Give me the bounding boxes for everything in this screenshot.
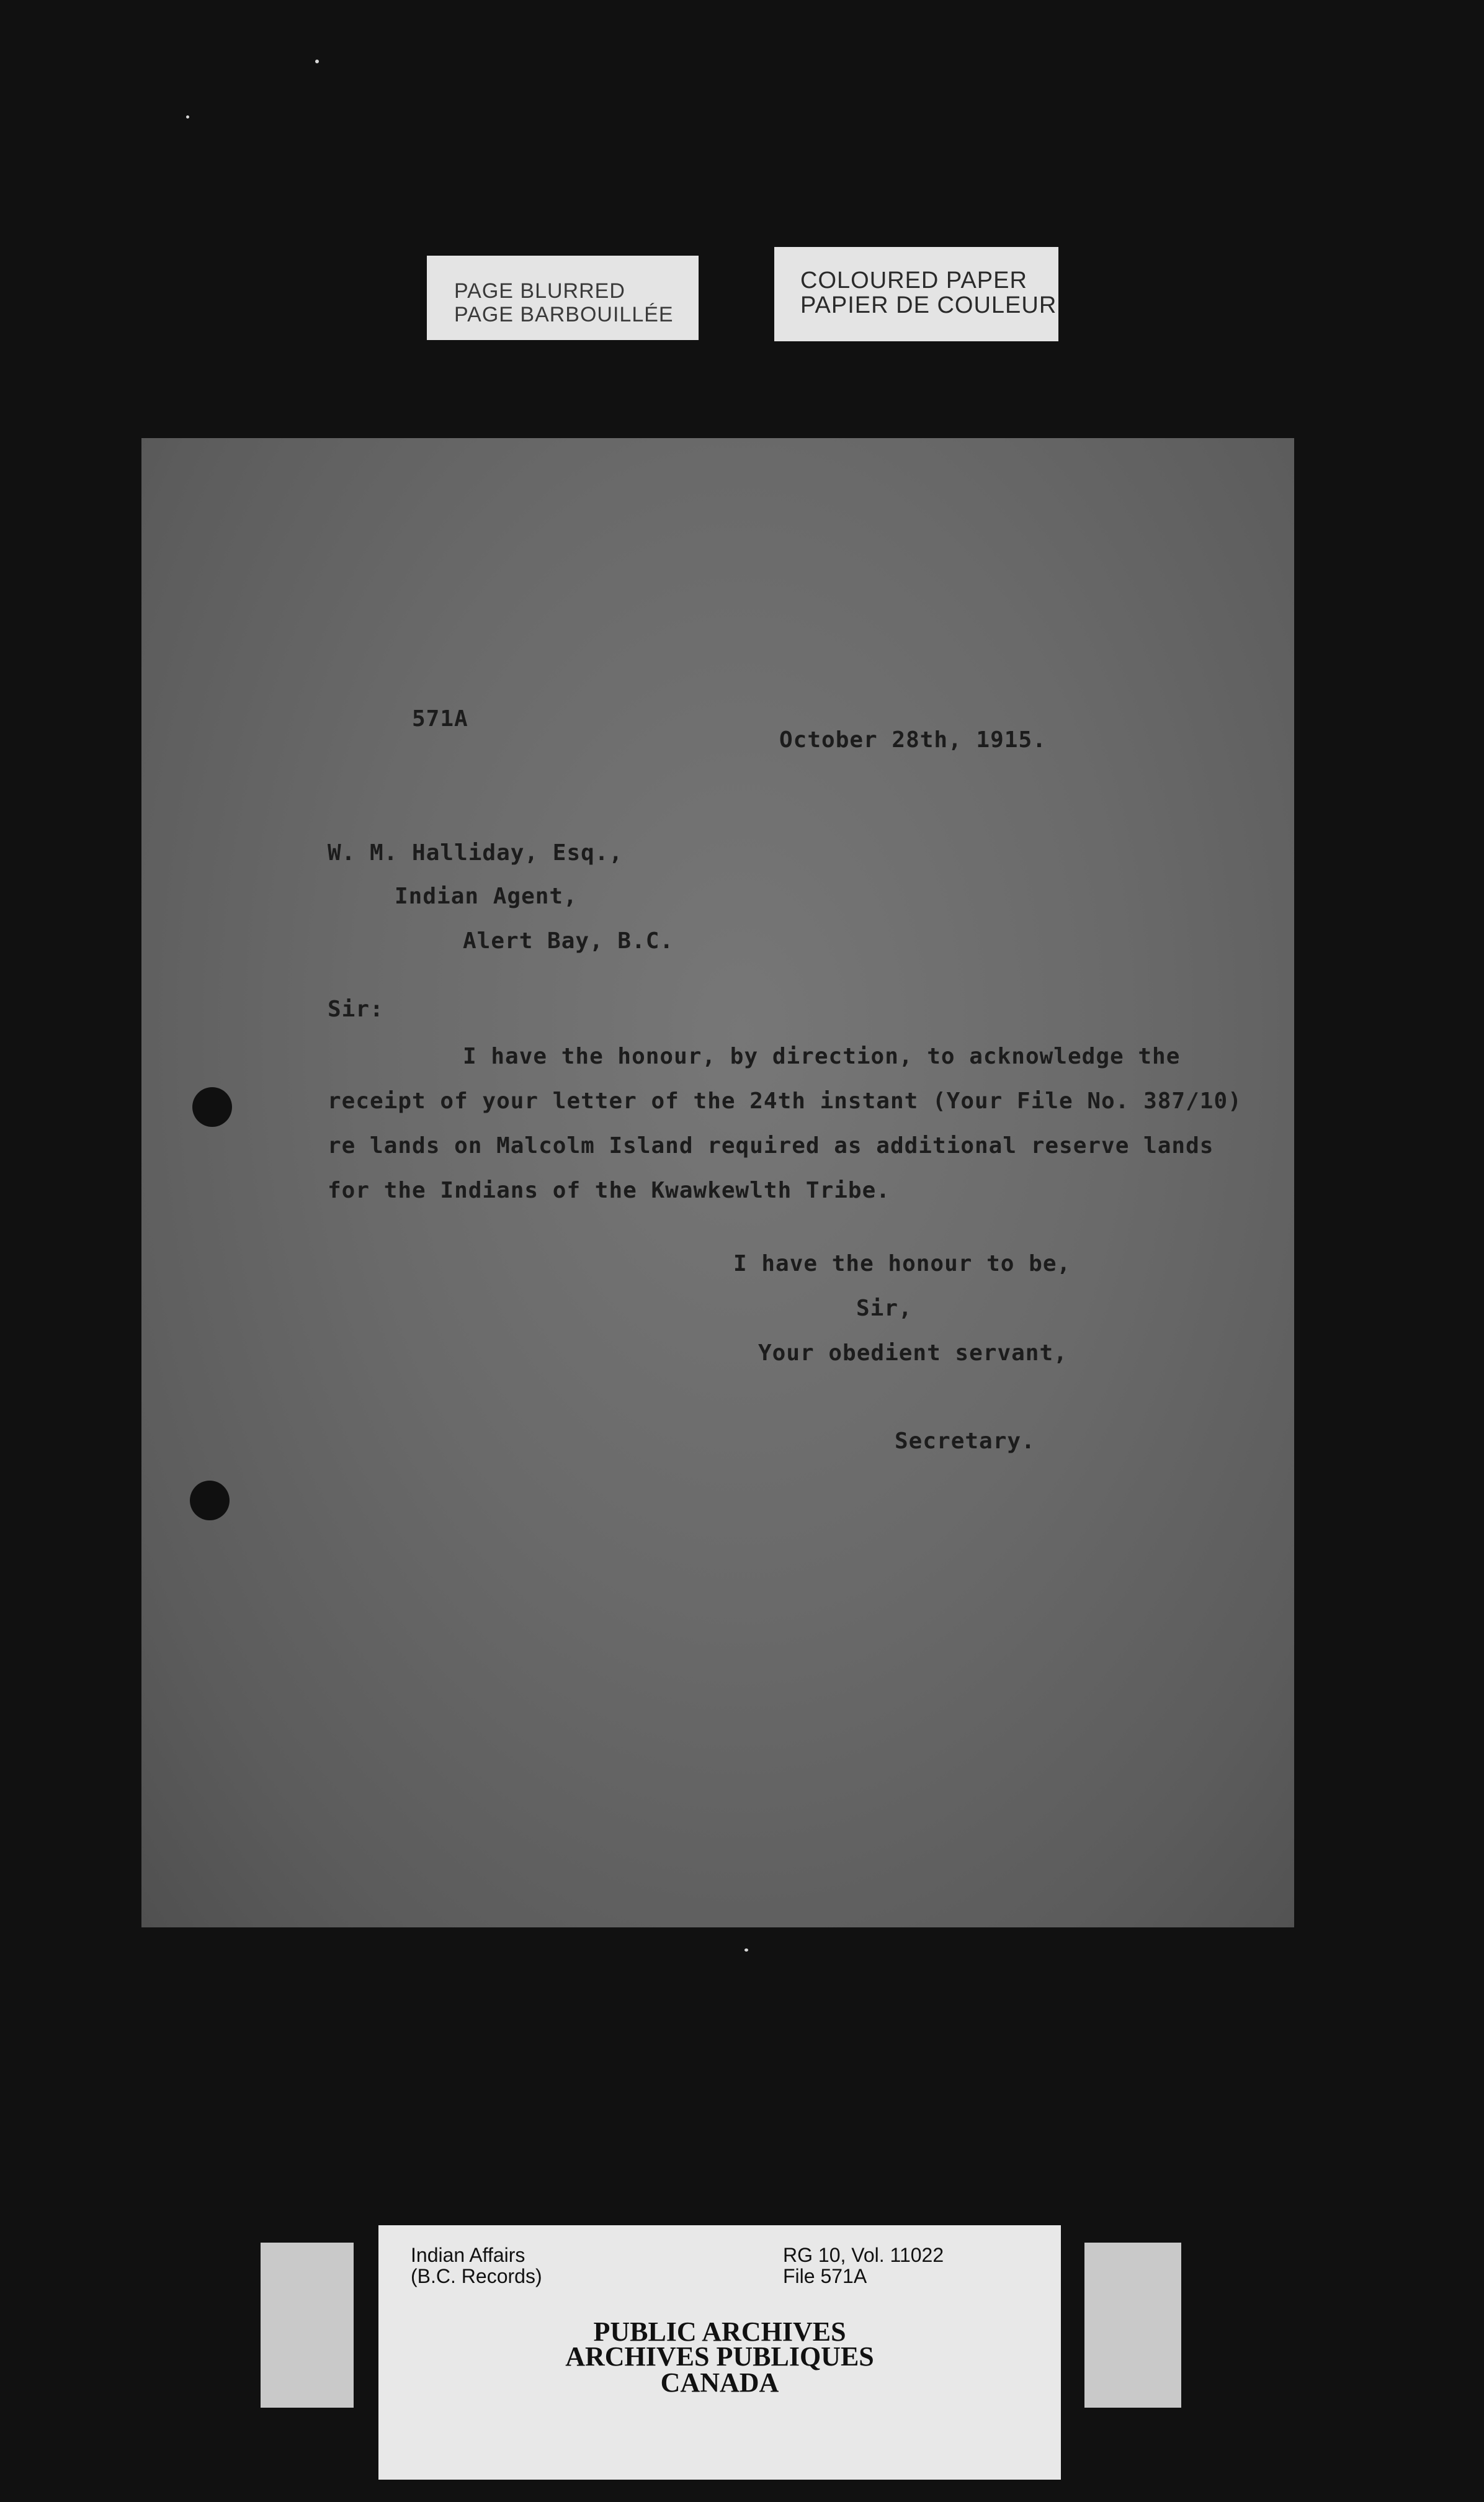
signature-title: Secretary.	[895, 1428, 1035, 1454]
archives-title: PUBLIC ARCHIVES	[593, 2316, 846, 2347]
salutation: Sir:	[328, 997, 384, 1022]
address-line: Indian Agent,	[395, 884, 578, 909]
department-line: Indian Affairs	[411, 2244, 525, 2266]
archives-country: CANADA	[660, 2367, 779, 2398]
archive-card-tab	[261, 2243, 354, 2408]
stamp-line: PAPIER DE COULEUR	[800, 292, 1057, 318]
letter-page	[141, 438, 1294, 1927]
film-speck	[744, 1948, 748, 1952]
record-group-line: RG 10, Vol. 11022	[783, 2244, 944, 2266]
file-number-line: File 571A	[783, 2265, 867, 2287]
department-line: (B.C. Records)	[411, 2265, 542, 2287]
body-line: I have the honour, by direction, to acknowledge the	[463, 1044, 1181, 1069]
file-reference: 571A	[412, 706, 468, 732]
stamp-line: PAGE BLURRED	[454, 279, 625, 303]
archive-card-tab	[1084, 2243, 1181, 2408]
body-line: re lands on Malcolm Island required as additional reserve lands	[328, 1133, 1214, 1159]
body-line: for the Indians of the Kwawkewlth Tribe.	[328, 1178, 890, 1203]
archives-title: ARCHIVES PUBLIQUES	[565, 2341, 874, 2372]
film-speck	[315, 60, 319, 63]
stamp-line: COLOURED PAPER	[800, 267, 1027, 294]
punch-hole	[192, 1087, 232, 1127]
letter-date: October 28th, 1915.	[779, 727, 1047, 753]
stamp-line: PAGE BARBOUILLÉE	[454, 303, 674, 326]
film-speck	[186, 115, 189, 119]
punch-hole	[190, 1481, 230, 1520]
address-line: Alert Bay, B.C.	[463, 928, 674, 954]
closing-line: Sir,	[856, 1296, 913, 1321]
body-line: receipt of your letter of the 24th instant (Your File No. 387/10)	[328, 1088, 1242, 1114]
closing-line: I have the honour to be,	[733, 1251, 1071, 1276]
closing-line: Your obedient servant,	[758, 1340, 1068, 1366]
page-blurred-stamp	[427, 256, 699, 340]
coloured-paper-stamp	[774, 247, 1058, 341]
address-line: W. M. Halliday, Esq.,	[328, 840, 624, 866]
